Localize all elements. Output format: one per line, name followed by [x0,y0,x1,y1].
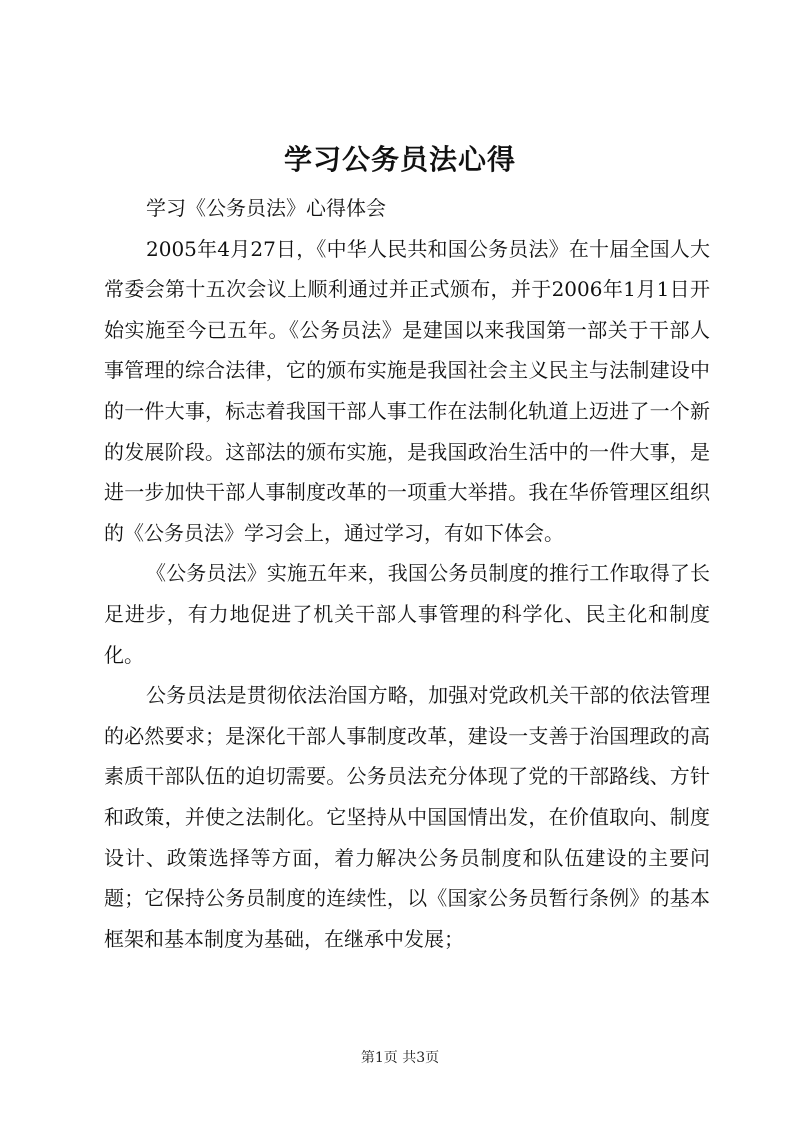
document-body [104,188,710,959]
body-paragraph: 公务员法是贯彻依法治国方略，加强对党政机关干部的依法管理的必然要求；是深化干部人事制度改革，建设一支善于治国理政的高素质干部队伍的迫切需要。公务员法充分体现了党的干部路线、方针和政策，并使之法制化。它坚持从中国国情出发，在价值取向、制度设计、政策选择等方面，着力解决公务员制度和队伍建设的主要问题；它保持公务员制度的连续性，以《国家公务员暂行条例》的基本框架和基本制度为基础，在继承中发展； [104,683,710,951]
body-paragraph: 《公务员法》实施五年来，我国公务员制度的推行工作取得了长足进步，有力地促进了机关干部人事管理的科学化、民主化和制度化。 [104,561,710,667]
body-paragraph: 2005年4月27日，《中华人民共和国公务员法》在十届全国人大常委会第十五次会议上顺利通过并正式颁布，并于2006年1月1日开始实施至今已五年。《公务员法》是建国以来我国第一部关于干部人事管理的综合法律，它的颁布实施是我国社会主义民主与法制建设中的一件大事，标志着我国干部人事工作在法制化轨道上迈进了一个新的发展阶段。这部法的颁布实施，是我国政治生活中的一件大事，是进一步加快干部人事制度改革的一项重大举措。我在华侨管理区组织的《公务员法》学习会上，通过学习，有如下体会。 [104,236,710,545]
page-footer: 第1页 共3页 [360,1050,440,1066]
subtitle-paragraph: 学习《公务员法》心得体会 [146,196,386,220]
document-title: 学习公务员法心得 [283,143,516,176]
